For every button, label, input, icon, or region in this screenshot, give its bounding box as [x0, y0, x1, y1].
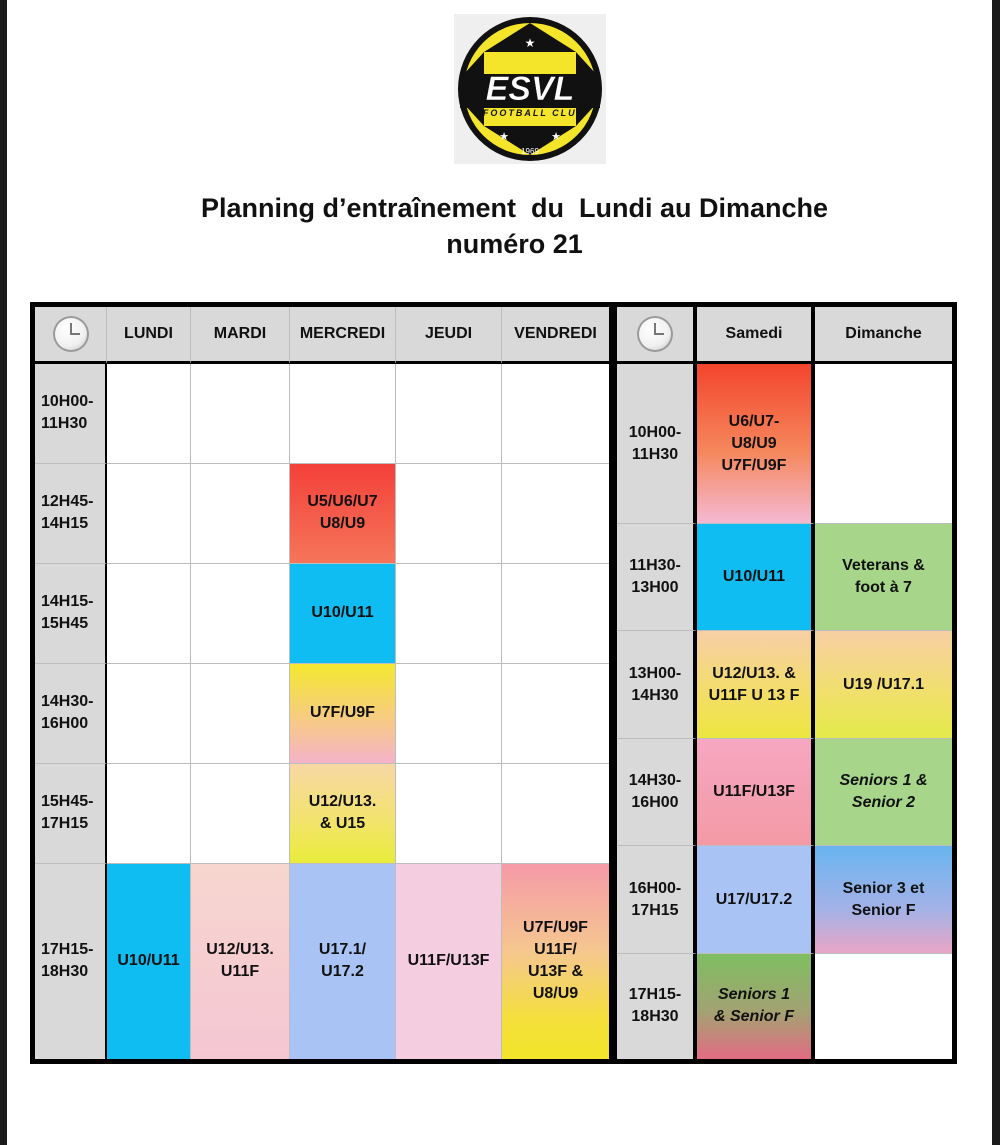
weekend-table [617, 307, 952, 1059]
svg-text:1969: 1969 [521, 147, 539, 156]
slot-cell [191, 364, 290, 464]
slot-cell [815, 364, 952, 524]
slot-cell: U7F/U9F [290, 664, 396, 764]
slot-cell [502, 764, 609, 864]
col-vendredi: VENDREDI [502, 307, 609, 364]
page-title [7, 190, 1000, 262]
slot-cell [396, 764, 502, 864]
table-row [617, 846, 952, 953]
slot-cell: Seniors 1 & Senior 2 [815, 739, 952, 846]
clock-header [35, 307, 107, 364]
slot-cell: U10/U11 [697, 524, 815, 631]
header-row [617, 307, 952, 364]
time-slot: 14H30- 16H00 [35, 664, 107, 764]
slot-cell: U5/U6/U7 U8/U9 [290, 464, 396, 564]
slot-cell [107, 664, 191, 764]
svg-text:★: ★ [551, 130, 561, 143]
slot-cell [396, 564, 502, 664]
slot-cell: Senior 3 et Senior F [815, 846, 952, 953]
table-row [617, 954, 952, 1059]
slot-cell: U11F/U13F [396, 864, 502, 1059]
table-row [617, 739, 952, 846]
col-dimanche: Dimanche [815, 307, 952, 364]
slot-cell [107, 364, 191, 464]
slot-cell: U10/U11 [290, 564, 396, 664]
time-slot: 14H15- 15H45 [35, 564, 107, 664]
slot-cell [502, 364, 609, 464]
col-mercredi: MERCREDI [290, 307, 396, 364]
time-slot: 17H15- 18H30 [35, 864, 107, 1059]
table-row [35, 664, 609, 764]
time-slot: 13H00- 14H30 [617, 631, 697, 738]
col-lundi: LUNDI [107, 307, 191, 364]
col-mardi: MARDI [191, 307, 290, 364]
clock-header [617, 307, 697, 364]
slot-cell: U12/U13. & U11F U 13 F [697, 631, 815, 738]
header-row [35, 307, 609, 364]
svg-text:FOOTBALL CLUB: FOOTBALL CLUB [482, 108, 586, 118]
col-samedi: Samedi [697, 307, 815, 364]
slot-cell [107, 464, 191, 564]
time-slot: 10H00- 11H30 [35, 364, 107, 464]
slot-cell [191, 764, 290, 864]
slot-cell [502, 464, 609, 564]
weekday-table [35, 307, 609, 1059]
slot-cell: U10/U11 [107, 864, 191, 1059]
clock-icon [637, 316, 673, 352]
weekend-schedule [612, 302, 957, 1064]
slot-cell: U11F/U13F [697, 739, 815, 846]
slot-cell: Veterans & foot à 7 [815, 524, 952, 631]
svg-text:★: ★ [499, 130, 509, 143]
slot-cell: U19 /U17.1 [815, 631, 952, 738]
slot-cell [107, 564, 191, 664]
table-row [35, 364, 609, 464]
slot-cell: U12/U13. U11F [191, 864, 290, 1059]
slot-cell [396, 664, 502, 764]
slot-cell [396, 464, 502, 564]
weekday-schedule [30, 302, 614, 1064]
table-row [35, 564, 609, 664]
col-jeudi: JEUDI [396, 307, 502, 364]
slot-cell: U12/U13. & U15 [290, 764, 396, 864]
time-slot: 15H45- 17H15 [35, 764, 107, 864]
title-line-1: Planning d’entraînement du Lundi au Dimanche [200, 193, 829, 223]
time-slot: 14H30- 16H00 [617, 739, 697, 846]
table-row [35, 464, 609, 564]
title-line-2: numéro 21 [446, 229, 583, 259]
slot-cell [191, 564, 290, 664]
slot-cell [107, 764, 191, 864]
slot-cell: U6/U7- U8/U9 U7F/U9F [697, 364, 815, 524]
slot-cell [290, 364, 396, 464]
slot-cell [191, 664, 290, 764]
time-slot: 11H30- 13H00 [617, 524, 697, 631]
slot-cell [815, 954, 952, 1059]
time-slot: 16H00- 17H15 [617, 846, 697, 953]
table-row [617, 524, 952, 631]
svg-text:★: ★ [524, 36, 536, 50]
table-row [35, 864, 609, 1059]
svg-text:ESVL: ESVL [485, 70, 575, 108]
slot-cell [396, 364, 502, 464]
time-slot: 10H00- 11H30 [617, 364, 697, 524]
time-slot: 12H45- 14H15 [35, 464, 107, 564]
slot-cell: U7F/U9F U11F/ U13F & U8/U9 [502, 864, 609, 1059]
table-row [35, 764, 609, 864]
slot-cell [191, 464, 290, 564]
time-slot: 17H15- 18H30 [617, 954, 697, 1059]
table-row [617, 631, 952, 738]
slot-cell [502, 564, 609, 664]
slot-cell: U17/U17.2 [697, 846, 815, 953]
club-logo [454, 14, 606, 164]
slot-cell [502, 664, 609, 764]
slot-cell: U17.1/ U17.2 [290, 864, 396, 1059]
table-row [617, 364, 952, 524]
clock-icon [53, 316, 89, 352]
slot-cell: Seniors 1 & Senior F [697, 954, 815, 1059]
